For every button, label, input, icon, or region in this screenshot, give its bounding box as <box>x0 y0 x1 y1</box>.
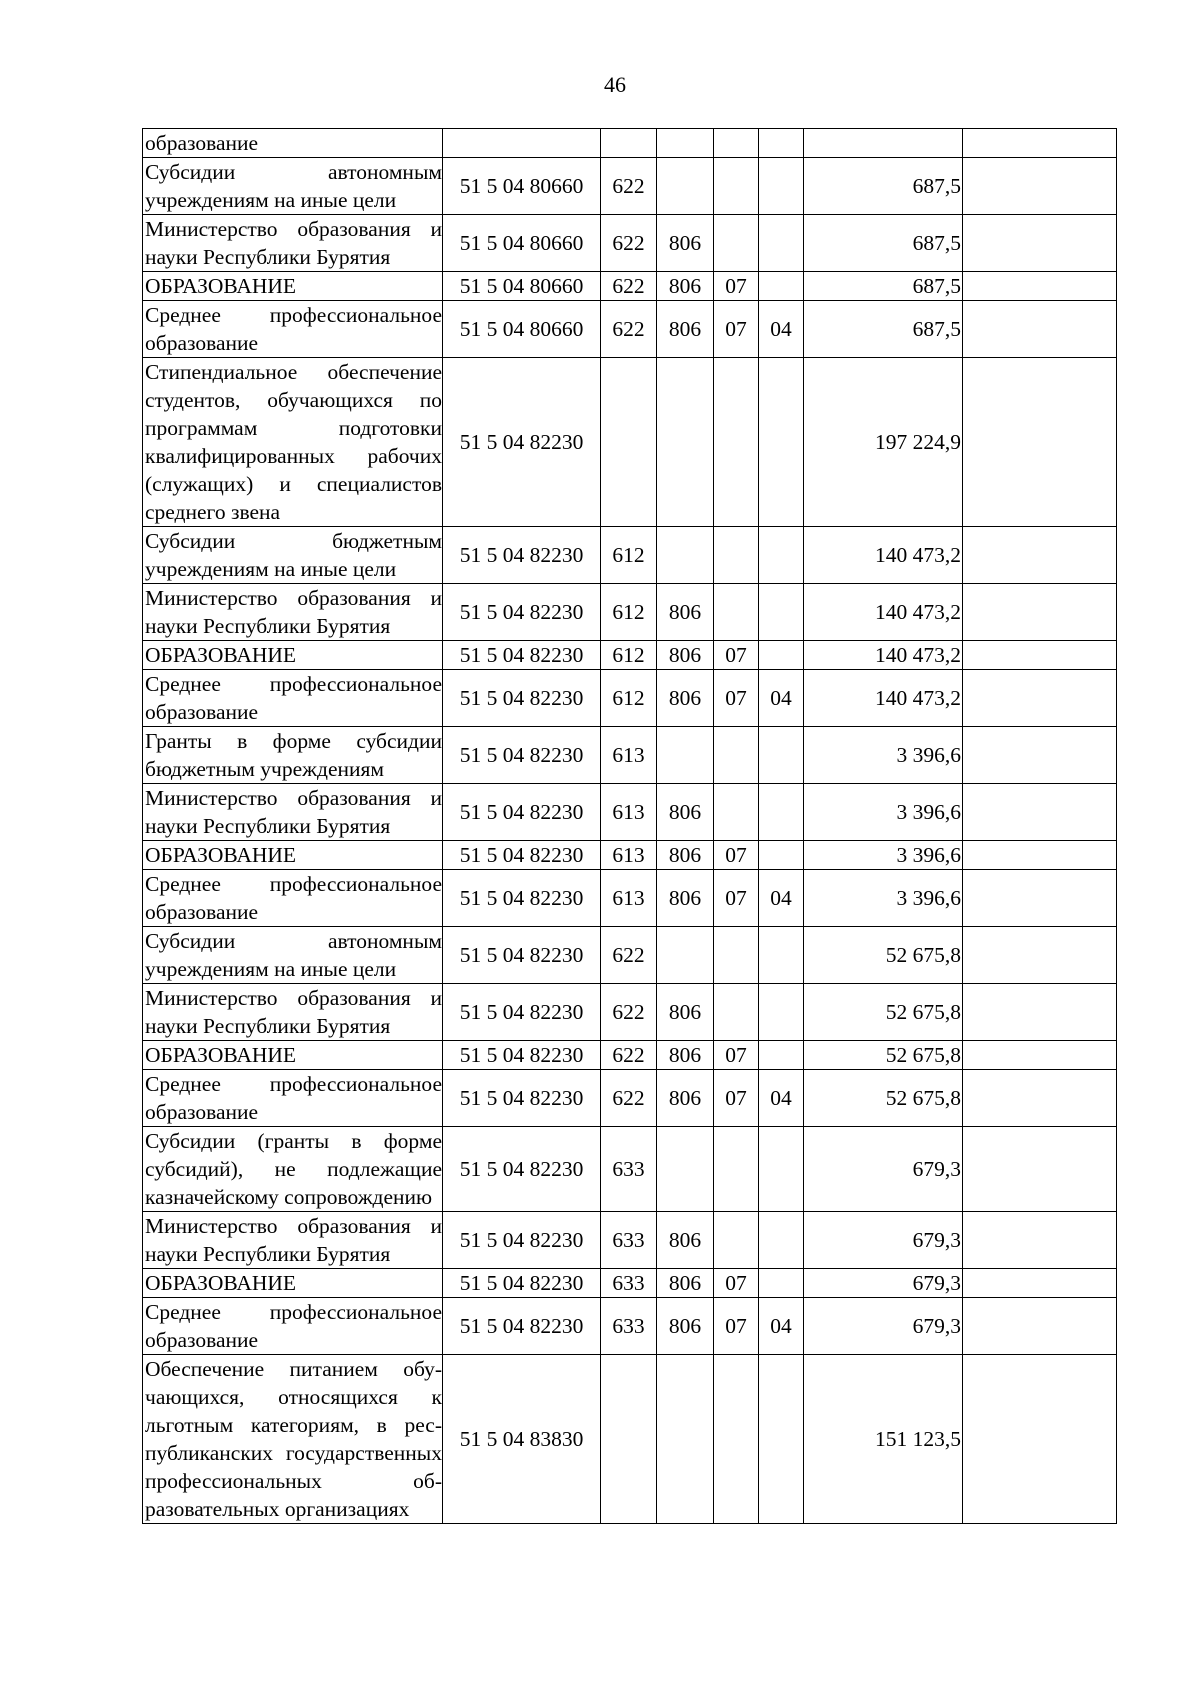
row-subsection-cell <box>759 527 804 584</box>
row-name-cell: Субсидии автономным учреждениям на иные цели <box>143 158 443 215</box>
row-csr-code-cell: 51 5 04 82230 <box>443 1298 601 1355</box>
table-row <box>143 727 1117 784</box>
row-subsection-cell <box>759 584 804 641</box>
row-section-cell: 07 <box>714 1070 759 1127</box>
row-csr-code-cell: 51 5 04 82230 <box>443 584 601 641</box>
row-section-cell <box>714 584 759 641</box>
row-expense-type-cell: 622 <box>601 272 657 301</box>
page-number: 46 <box>604 72 626 97</box>
row-csr-code-cell: 51 5 04 82230 <box>443 870 601 927</box>
table-row <box>143 358 1117 527</box>
row-subsection-cell <box>759 727 804 784</box>
row-csr-code-cell: 51 5 04 82230 <box>443 1127 601 1212</box>
row-name-cell: Министерство образования и науки Республики Бурятия <box>143 215 443 272</box>
row-section-cell: 07 <box>714 301 759 358</box>
row-csr-code-cell: 51 5 04 82230 <box>443 1070 601 1127</box>
row-extra-cell <box>963 670 1117 727</box>
row-amount-cell: 140 473,2 <box>804 527 963 584</box>
row-subsection-cell <box>759 158 804 215</box>
row-expense-type-cell: 633 <box>601 1212 657 1269</box>
row-extra-cell <box>963 358 1117 527</box>
row-section-cell: 07 <box>714 1041 759 1070</box>
row-csr-code-cell: 51 5 04 82230 <box>443 984 601 1041</box>
row-name-cell: Стипендиальное обеспечение студентов, обучающихся по программам подготовки квалифицированных рабочих (служащих) и специалистов среднего звена <box>143 358 443 527</box>
row-expense-type-cell: 633 <box>601 1127 657 1212</box>
row-subsection-cell <box>759 358 804 527</box>
row-amount-cell: 679,3 <box>804 1127 963 1212</box>
row-ministry-code-cell: 806 <box>657 670 714 727</box>
table-row <box>143 215 1117 272</box>
row-extra-cell <box>963 301 1117 358</box>
table-row <box>143 841 1117 870</box>
row-csr-code-cell: 51 5 04 82230 <box>443 670 601 727</box>
row-expense-type-cell <box>601 1355 657 1524</box>
row-section-cell <box>714 215 759 272</box>
row-section-cell: 07 <box>714 841 759 870</box>
row-ministry-code-cell <box>657 358 714 527</box>
row-subsection-cell <box>759 272 804 301</box>
row-amount-cell: 140 473,2 <box>804 641 963 670</box>
row-subsection-cell <box>759 641 804 670</box>
row-expense-type-cell: 613 <box>601 841 657 870</box>
row-ministry-code-cell: 806 <box>657 1070 714 1127</box>
row-name-cell: образование <box>143 129 443 158</box>
table-row <box>143 1355 1117 1524</box>
row-section-cell <box>714 1212 759 1269</box>
row-section-cell: 07 <box>714 870 759 927</box>
row-csr-code-cell: 51 5 04 82230 <box>443 527 601 584</box>
row-section-cell <box>714 358 759 527</box>
row-ministry-code-cell <box>657 727 714 784</box>
row-section-cell <box>714 784 759 841</box>
row-expense-type-cell: 612 <box>601 584 657 641</box>
table-row <box>143 641 1117 670</box>
row-csr-code-cell: 51 5 04 83830 <box>443 1355 601 1524</box>
row-amount-cell: 52 675,8 <box>804 1070 963 1127</box>
row-csr-code-cell: 51 5 04 82230 <box>443 1212 601 1269</box>
row-extra-cell <box>963 1269 1117 1298</box>
row-ministry-code-cell: 806 <box>657 1212 714 1269</box>
row-csr-code-cell: 51 5 04 80660 <box>443 272 601 301</box>
row-section-cell <box>714 527 759 584</box>
table-row <box>143 784 1117 841</box>
row-ministry-code-cell: 806 <box>657 584 714 641</box>
table-row <box>143 1269 1117 1298</box>
table-row <box>143 1298 1117 1355</box>
row-expense-type-cell: 613 <box>601 727 657 784</box>
row-section-cell <box>714 727 759 784</box>
row-section-cell: 07 <box>714 641 759 670</box>
row-name-cell: Субсидии (гранты в форме субсидий), не подлежащие казначейскому сопровождению <box>143 1127 443 1212</box>
row-expense-type-cell: 622 <box>601 215 657 272</box>
table-row <box>143 527 1117 584</box>
table-row <box>143 1127 1117 1212</box>
table-row <box>143 158 1117 215</box>
row-name-cell: ОБРАЗОВАНИЕ <box>143 641 443 670</box>
row-extra-cell <box>963 1298 1117 1355</box>
row-extra-cell <box>963 984 1117 1041</box>
row-expense-type-cell: 612 <box>601 670 657 727</box>
row-name-cell: Министерство образования и науки Республики Бурятия <box>143 984 443 1041</box>
row-amount-cell: 3 396,6 <box>804 784 963 841</box>
row-name-cell: ОБРАЗОВАНИЕ <box>143 1041 443 1070</box>
row-subsection-cell: 04 <box>759 1298 804 1355</box>
row-expense-type-cell: 612 <box>601 641 657 670</box>
row-amount-cell: 679,3 <box>804 1212 963 1269</box>
table-row <box>143 272 1117 301</box>
row-section-cell <box>714 1127 759 1212</box>
row-ministry-code-cell <box>657 927 714 984</box>
row-amount-cell: 687,5 <box>804 272 963 301</box>
row-expense-type-cell: 622 <box>601 1041 657 1070</box>
row-subsection-cell <box>759 1212 804 1269</box>
row-extra-cell <box>963 784 1117 841</box>
row-expense-type-cell: 612 <box>601 527 657 584</box>
row-extra-cell <box>963 641 1117 670</box>
row-subsection-cell: 04 <box>759 1070 804 1127</box>
row-subsection-cell <box>759 784 804 841</box>
row-extra-cell <box>963 727 1117 784</box>
row-expense-type-cell: 622 <box>601 1070 657 1127</box>
table-row <box>143 984 1117 1041</box>
table-row <box>143 1212 1117 1269</box>
row-subsection-cell: 04 <box>759 870 804 927</box>
row-csr-code-cell: 51 5 04 82230 <box>443 641 601 670</box>
row-csr-code-cell: 51 5 04 82230 <box>443 727 601 784</box>
row-extra-cell <box>963 870 1117 927</box>
row-amount-cell: 140 473,2 <box>804 670 963 727</box>
row-extra-cell <box>963 272 1117 301</box>
row-csr-code-cell: 51 5 04 82230 <box>443 1041 601 1070</box>
row-section-cell: 07 <box>714 272 759 301</box>
row-amount-cell: 3 396,6 <box>804 727 963 784</box>
row-amount-cell: 52 675,8 <box>804 1041 963 1070</box>
row-ministry-code-cell: 806 <box>657 1269 714 1298</box>
row-amount-cell: 52 675,8 <box>804 984 963 1041</box>
row-expense-type-cell <box>601 129 657 158</box>
row-csr-code-cell: 51 5 04 80660 <box>443 301 601 358</box>
row-extra-cell <box>963 584 1117 641</box>
row-extra-cell <box>963 1212 1117 1269</box>
row-csr-code-cell: 51 5 04 82230 <box>443 1269 601 1298</box>
budget-table <box>142 128 1117 1524</box>
row-amount-cell: 687,5 <box>804 301 963 358</box>
row-expense-type-cell: 613 <box>601 784 657 841</box>
row-subsection-cell <box>759 129 804 158</box>
row-section-cell <box>714 129 759 158</box>
row-subsection-cell <box>759 1127 804 1212</box>
table-row <box>143 870 1117 927</box>
row-ministry-code-cell: 806 <box>657 301 714 358</box>
row-csr-code-cell: 51 5 04 80660 <box>443 158 601 215</box>
row-ministry-code-cell <box>657 158 714 215</box>
row-amount-cell: 52 675,8 <box>804 927 963 984</box>
row-expense-type-cell: 613 <box>601 870 657 927</box>
row-ministry-code-cell <box>657 129 714 158</box>
table-row <box>143 1070 1117 1127</box>
row-ministry-code-cell: 806 <box>657 641 714 670</box>
row-ministry-code-cell: 806 <box>657 984 714 1041</box>
row-csr-code-cell: 51 5 04 82230 <box>443 927 601 984</box>
row-ministry-code-cell: 806 <box>657 1298 714 1355</box>
row-name-cell: Субсидии бюджетным учреждениям на иные цели <box>143 527 443 584</box>
row-extra-cell <box>963 1070 1117 1127</box>
row-amount-cell: 3 396,6 <box>804 841 963 870</box>
row-extra-cell <box>963 527 1117 584</box>
row-amount-cell: 687,5 <box>804 158 963 215</box>
row-extra-cell <box>963 841 1117 870</box>
row-name-cell: Гранты в форме субсидии бюджетным учреждениям <box>143 727 443 784</box>
row-ministry-code-cell <box>657 1127 714 1212</box>
row-csr-code-cell <box>443 129 601 158</box>
row-expense-type-cell: 633 <box>601 1269 657 1298</box>
row-amount-cell: 679,3 <box>804 1269 963 1298</box>
table-row <box>143 927 1117 984</box>
row-expense-type-cell <box>601 358 657 527</box>
row-expense-type-cell: 622 <box>601 927 657 984</box>
row-name-cell: Обеспечение питанием обучающихся, относящихся к льготным категориям, в республиканских государственных профессиональных образовательных организациях <box>143 1355 443 1524</box>
row-subsection-cell <box>759 841 804 870</box>
row-ministry-code-cell: 806 <box>657 1041 714 1070</box>
row-name-cell: ОБРАЗОВАНИЕ <box>143 841 443 870</box>
budget-table-body <box>143 129 1117 1524</box>
row-ministry-code-cell <box>657 1355 714 1524</box>
row-ministry-code-cell: 806 <box>657 870 714 927</box>
row-name-cell: Среднее профессиональное образование <box>143 1070 443 1127</box>
table-row <box>143 129 1117 158</box>
row-section-cell: 07 <box>714 670 759 727</box>
row-name-cell: Министерство образования и науки Республики Бурятия <box>143 584 443 641</box>
row-amount-cell: 151 123,5 <box>804 1355 963 1524</box>
row-ministry-code-cell: 806 <box>657 215 714 272</box>
row-section-cell <box>714 1355 759 1524</box>
row-amount-cell: 140 473,2 <box>804 584 963 641</box>
row-section-cell <box>714 927 759 984</box>
row-extra-cell <box>963 215 1117 272</box>
table-row <box>143 301 1117 358</box>
row-extra-cell <box>963 129 1117 158</box>
row-ministry-code-cell <box>657 527 714 584</box>
row-subsection-cell <box>759 215 804 272</box>
table-row <box>143 1041 1117 1070</box>
row-csr-code-cell: 51 5 04 82230 <box>443 358 601 527</box>
row-name-cell: Среднее профессиональное образование <box>143 1298 443 1355</box>
row-expense-type-cell: 622 <box>601 301 657 358</box>
row-name-cell: Субсидии автономным учреждениям на иные цели <box>143 927 443 984</box>
row-name-cell: Министерство образования и науки Республики Бурятия <box>143 784 443 841</box>
row-subsection-cell: 04 <box>759 670 804 727</box>
row-amount-cell: 687,5 <box>804 215 963 272</box>
table-row <box>143 584 1117 641</box>
row-name-cell: ОБРАЗОВАНИЕ <box>143 272 443 301</box>
row-subsection-cell <box>759 984 804 1041</box>
row-section-cell <box>714 984 759 1041</box>
row-subsection-cell <box>759 1355 804 1524</box>
row-expense-type-cell: 622 <box>601 158 657 215</box>
row-extra-cell <box>963 158 1117 215</box>
row-name-cell: Министерство образования и науки Республики Бурятия <box>143 1212 443 1269</box>
row-amount-cell: 679,3 <box>804 1298 963 1355</box>
row-ministry-code-cell: 806 <box>657 272 714 301</box>
row-subsection-cell <box>759 927 804 984</box>
row-ministry-code-cell: 806 <box>657 841 714 870</box>
row-csr-code-cell: 51 5 04 82230 <box>443 784 601 841</box>
row-amount-cell <box>804 129 963 158</box>
row-csr-code-cell: 51 5 04 82230 <box>443 841 601 870</box>
row-ministry-code-cell: 806 <box>657 784 714 841</box>
row-amount-cell: 197 224,9 <box>804 358 963 527</box>
row-extra-cell <box>963 1355 1117 1524</box>
row-csr-code-cell: 51 5 04 80660 <box>443 215 601 272</box>
row-section-cell <box>714 158 759 215</box>
row-subsection-cell <box>759 1041 804 1070</box>
row-extra-cell <box>963 1127 1117 1212</box>
row-extra-cell <box>963 1041 1117 1070</box>
row-name-cell: Среднее профессиональное образование <box>143 301 443 358</box>
row-amount-cell: 3 396,6 <box>804 870 963 927</box>
table-row <box>143 670 1117 727</box>
row-expense-type-cell: 622 <box>601 984 657 1041</box>
row-subsection-cell <box>759 1269 804 1298</box>
row-name-cell: ОБРАЗОВАНИЕ <box>143 1269 443 1298</box>
row-expense-type-cell: 633 <box>601 1298 657 1355</box>
row-name-cell: Среднее профессиональное образование <box>143 870 443 927</box>
row-subsection-cell: 04 <box>759 301 804 358</box>
row-extra-cell <box>963 927 1117 984</box>
row-section-cell: 07 <box>714 1298 759 1355</box>
row-name-cell: Среднее профессиональное образование <box>143 670 443 727</box>
row-section-cell: 07 <box>714 1269 759 1298</box>
